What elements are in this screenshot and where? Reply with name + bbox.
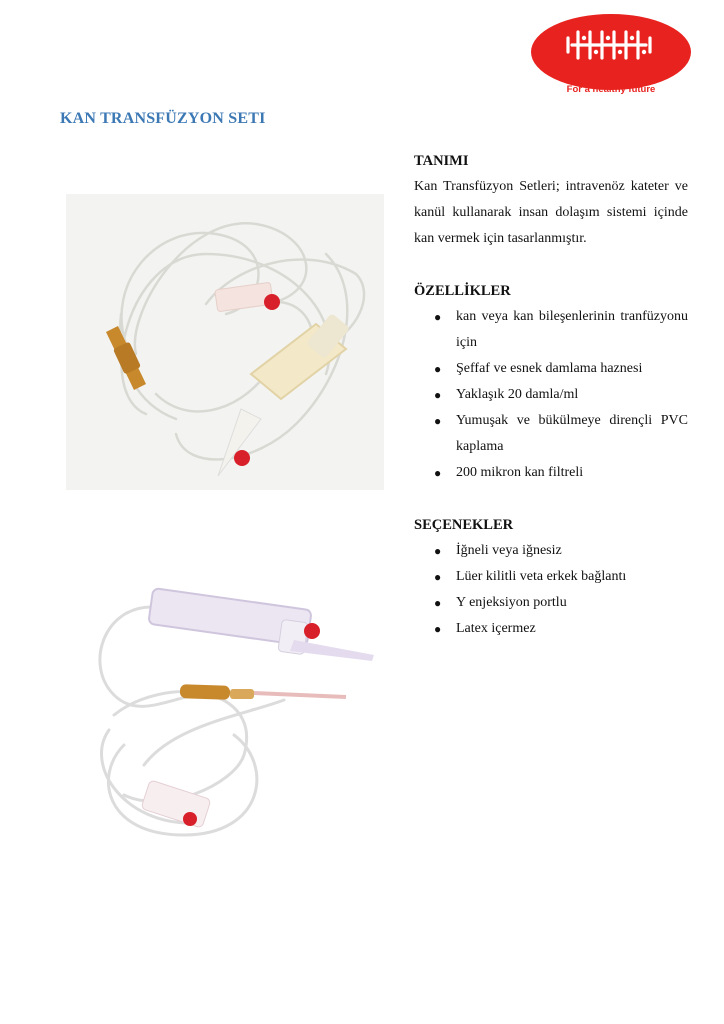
logo-name: BosforMed	[586, 74, 636, 84]
product-photo-coiled-set	[66, 194, 384, 490]
bullet-icon: ●	[434, 622, 442, 636]
list-item	[414, 564, 688, 590]
list-item	[414, 356, 688, 382]
bullet-icon: ●	[434, 362, 442, 376]
list-item-text: Lüer kilitli veta erkek bağlantı	[456, 569, 627, 584]
bullet-icon: ●	[434, 544, 442, 558]
list-item	[414, 460, 688, 486]
section-heading-secenekler: SEÇENEKLER	[414, 517, 514, 533]
bullet-icon: ●	[434, 388, 442, 402]
list-item	[414, 538, 688, 564]
list-item-text: Şeffaf ve esnek damlama haznesi	[456, 361, 643, 376]
bullet-icon: ●	[434, 570, 442, 584]
list-item	[414, 590, 688, 616]
list-item	[414, 304, 688, 356]
list-item-text: Y enjeksiyon portlu	[456, 595, 567, 610]
section-heading-tanimi: TANIMI	[414, 153, 469, 169]
list-item-text: İğneli veya iğnesiz	[456, 543, 562, 558]
product-description	[414, 148, 688, 642]
list-item-text: Yumuşak ve bükülmeye dirençli PVC kaplama	[456, 413, 688, 454]
secenekler-list	[414, 538, 688, 642]
section-heading-ozellikler: ÖZELLİKLER	[414, 283, 511, 299]
logo-tagline: For a healthy future	[566, 84, 656, 95]
tanimi-text: Kan Transfüzyon Setleri; intravenöz kateter ve kanül kullanarak insan dolaşım sistemi içinde kan vermek için tasarlanmıştır.	[414, 179, 688, 246]
list-item-text: Yaklaşık 20 damla/ml	[456, 387, 579, 402]
ozellikler-list	[414, 304, 688, 486]
list-item-text: kan veya kan bileşenlerinin tranfüzyonu için	[456, 309, 688, 350]
list-item	[414, 616, 688, 642]
bullet-icon: ●	[434, 310, 442, 324]
bullet-icon: ●	[434, 414, 442, 428]
company-logo	[528, 12, 694, 98]
product-photo-extended-set	[84, 585, 384, 847]
bullet-icon: ●	[434, 596, 442, 610]
list-item	[414, 382, 688, 408]
list-item	[414, 408, 688, 460]
list-item-text: 200 mikron kan filtreli	[456, 465, 584, 480]
list-item-text: Latex içermez	[456, 621, 536, 636]
bullet-icon: ●	[434, 466, 442, 480]
page-title: KAN TRANSFÜZYON SETI	[60, 110, 266, 127]
